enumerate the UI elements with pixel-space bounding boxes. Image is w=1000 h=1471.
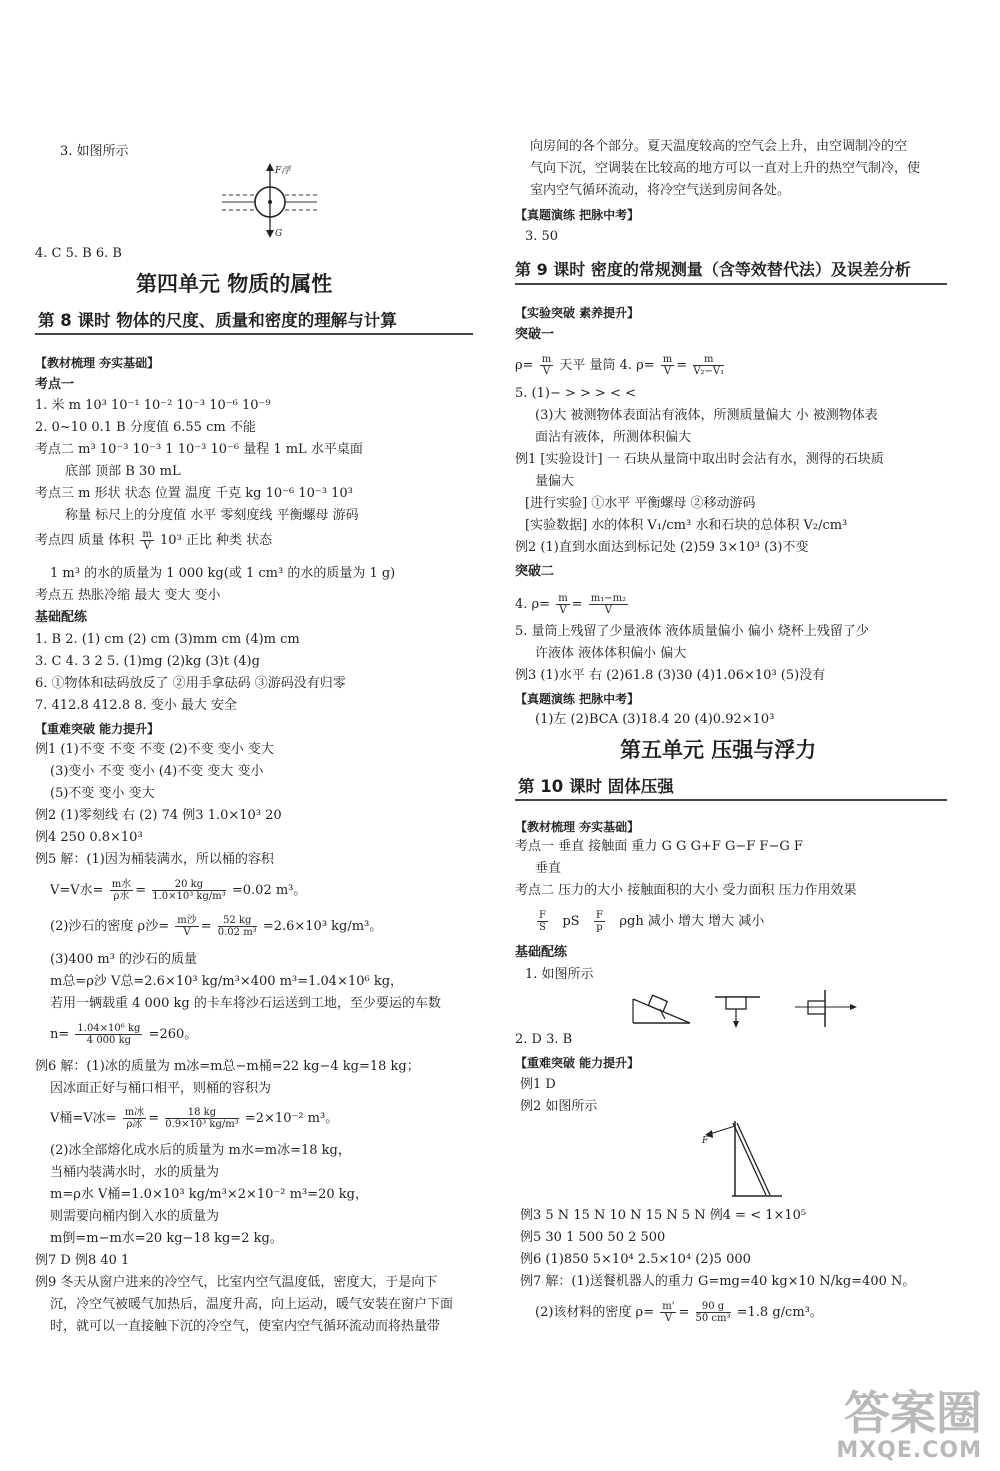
answer-line: 例6 解：(1)冰的质量为 m冰=m总−m桶=22 kg−4 kg=18 kg； (35, 1059, 420, 1074)
unit-title: 第四单元 物质的属性 (136, 272, 333, 296)
topic-label: 考点一 (35, 377, 75, 392)
answer-line: 例5 解：(1)因为桶装满水，所以桶的容积 (35, 852, 274, 867)
answer-line: 1. B 2. (1) cm (2) cm (3)mm cm (4)m cm (35, 632, 300, 647)
answer-line: 3. 50 (525, 229, 559, 244)
gravity-label: G (275, 229, 283, 239)
answer-line: 3. C 4. 3 2 5. (1)mg (2)kg (3)t (4)g (35, 654, 260, 669)
answer-line: 考点二 压力的大小 接触面积的大小 受力面积 压力作用效果 (515, 883, 857, 898)
answer-line: 若用一辆载重 4 000 kg 的卡车将沙石运送到工地，至少要运的车数 (50, 996, 441, 1011)
topic-label: 突破二 (515, 564, 555, 579)
answer-line: 4. C 5. B 6. B (35, 246, 122, 261)
answer-line: 例1 [实验设计] 一 石块从量筒中取出时会沾有水，测得的石块质 (515, 452, 884, 467)
pressure-figures (630, 985, 860, 1030)
section-header: 【重难突破 能力提升】 (35, 722, 160, 736)
topic-label: 基础配练 (515, 945, 568, 960)
answer-line: 室内空气循环流动，将冷空气送到房间各处。 (530, 183, 791, 198)
answer-line: 例3 (1)水平 右 (2)61.8 (3)30 (4)1.06×10³ (5)没有 (515, 668, 826, 683)
watermark-text: 答案圈 (844, 1386, 982, 1440)
answer-line: (3)400 m³ 的沙石的质量 (50, 952, 198, 967)
formula-line: $\frac{F}{S}$ pS $\frac{F}{p}$ ρgh 减小 增大 增大 减小 (539, 910, 765, 933)
formula-line: 4. ρ= $\frac{m}{V}$ = $\frac{\text{m₁−m₂}}{V}$ (515, 593, 627, 616)
answer-line: 考点三 m 形状 状态 位置 温度 千克 kg 10⁻⁶ 10⁻³ 10³ (35, 486, 353, 501)
force-label: F (702, 1136, 709, 1146)
answer-line: 当桶内装满水时，水的质量为 (50, 1165, 220, 1180)
divider (35, 333, 473, 335)
section-header: 【重难突破 能力提升】 (515, 1056, 640, 1070)
section-header: 【教材梳理 夯实基础】 (515, 820, 640, 834)
buoyancy-figure (222, 162, 322, 242)
answer-line: (1)左 (2)BCA (3)18.4 20 (4)0.92×10³ (535, 712, 775, 727)
section-header: 【真题演练 把脉中考】 (515, 692, 640, 706)
formula-line: (2)该材料的密度 ρ= $\frac{m'}{V}$ = $\frac{90 g}{\text{50 cm³}}$ =1.8 g/cm³。 (535, 1301, 823, 1324)
answer-line: (2)冰全部熔化成水后的质量为 m水=m冰=18 kg， (50, 1143, 351, 1158)
answer-line: 1 m³ 的水的质量为 1 000 kg(或 1 cm³ 的水的质量为 1 g) (50, 566, 396, 581)
wall-force-figure (700, 1118, 785, 1200)
answer-line: 5. (1)− > > > < < (515, 386, 636, 401)
answer-line: 气向下沉，空调装在比较高的地方可以一直对上升的热空气制冷，使 (530, 161, 921, 176)
answer-line: 7. 412.8 412.8 8. 变小 最大 安全 (35, 698, 238, 713)
topic-label: 突破一 (515, 327, 555, 342)
answer-line: 则需要向桶内倒入水的质量为 (50, 1209, 220, 1224)
answer-line: 例9 冬天从窗户进来的冷空气，比室内空气温度低，密度大，于是向下 (35, 1275, 438, 1290)
answer-line: 考点五 热胀冷缩 最大 变大 变小 (35, 588, 221, 603)
answer-line: (3)变小 不变 变小 (4)不变 变大 变小 (50, 764, 264, 779)
divider (515, 283, 947, 285)
answer-line: (3)大 被测物体表面沾有液体，所测质量偏大 小 被测物体表 (535, 408, 878, 423)
lesson-title: 第 9 课时 密度的常规测量（含等效替代法）及误差分析 (515, 260, 911, 279)
answer-text: 考点四 质量 体积 (35, 533, 135, 548)
answer-line: 5. 量筒上残留了少量液体 液体质量偏小 偏小 烧杯上残留了少 (515, 624, 869, 639)
answer-line: 例2 (1)直到水面达到标记处 (2)59 3×10³ (3)不变 (515, 540, 809, 555)
answer-line: 称量 标尺上的分度值 水平 零刻度线 平衡螺母 游码 (65, 508, 359, 523)
answer-line: 1. 米 m 10³ 10⁻¹ 10⁻² 10⁻³ 10⁻⁶ 10⁻⁹ (35, 398, 271, 413)
answer-line: 2. 0~10 0.1 B 分度值 6.55 cm 不能 (35, 420, 256, 435)
lesson-title: 第 8 课时 物体的尺度、质量和密度的理解与计算 (38, 311, 397, 330)
answer-line: 许液体 液体体积偏小 偏大 (535, 646, 687, 661)
answer-line: (5)不变 变小 变大 (50, 786, 155, 801)
answer-line: 量偏大 (535, 474, 575, 489)
formula-line: V=V水= $\frac{\text{m水}}{\text{ρ水}}$ = $\frac{20 kg}{\text{1.0×10³ kg/m³}}$ =0.02 m³。 (50, 879, 307, 902)
answer-line: 因冰面正好与桶口相平，则桶的容积为 (50, 1081, 272, 1096)
answer-line: 时，就可以一直接触下沉的冷空气，使室内空气循环流动而将热量带 (50, 1319, 441, 1334)
formula-line: n= $\frac{\text{1.04×10⁶ kg}}{4 000 kg}$ =260。 (50, 1023, 198, 1046)
answer-line: 考点二 m³ 10⁻³ 10⁻³ 1 10⁻³ 10⁻⁶ 量程 1 mL 水平桌面 (35, 442, 363, 457)
divider (515, 799, 947, 801)
answer-text: 10³ 正比 种类 状态 (160, 533, 273, 548)
formula-line: ρ= $\frac{m}{V}$ 天平 量筒 4. ρ= $\frac{m}{V}$ = $\frac{m}{\text{V₂−V₁}}$ (515, 354, 725, 377)
answer-line: 面沾有液体，所测体积偏大 (535, 430, 692, 445)
answer-line: 例1 D (520, 1077, 556, 1092)
answer-line: 考点一 垂直 接触面 重力 G G G+F G−F F−G F (515, 839, 803, 854)
answer-line: 1. 如图所示 (525, 967, 594, 982)
formula-line: (2)沙石的密度 ρ沙= $\frac{\text{m沙}}{V}$ = $\frac{52 kg}{\text{0.02 m³}}$ =2.6×10³ kg/m³。 (50, 915, 383, 938)
answer-line: 3. 如图所示 (60, 144, 129, 159)
answer-line: m=ρ水 V桶=1.0×10³ kg/m³×2×10⁻² m³=20 kg， (50, 1187, 368, 1202)
section-header: 【教材梳理 夯实基础】 (35, 356, 160, 370)
answer-line: 底部 顶部 B 30 mL (65, 464, 181, 479)
answer-line: [进行实验] ①水平 平衡螺母 ②移动游码 (525, 496, 756, 511)
watermark-url: MXQE.COM (836, 1438, 982, 1463)
answer-line: 例7 解：(1)送餐机器人的重力 G=mg=40 kg×10 N/kg=400 N。 (520, 1274, 916, 1289)
answer-line: 例4 250 0.8×10³ (35, 830, 143, 845)
answer-line: 沉，冷空气被暖气加热后，温度升高，向上运动，暖气安装在窗户下面 (50, 1297, 454, 1312)
lesson-title: 第 10 课时 固体压强 (518, 777, 674, 796)
answer-line (35, 529, 272, 552)
answer-line: 6. ①物体和砝码放反了 ②用手拿砝码 ③游码没有归零 (35, 676, 346, 691)
answer-line: 例1 (1)不变 不变 不变 (2)不变 变小 变大 (35, 742, 274, 757)
answer-line: 例5 30 1 500 50 2 500 (520, 1230, 666, 1245)
section-header: 【真题演练 把脉中考】 (515, 208, 640, 222)
unit-title: 第五单元 压强与浮力 (620, 738, 817, 762)
answer-line: 例3 5 N 15 N 10 N 15 N 5 N 例4 = < 1×10⁵ (520, 1208, 807, 1223)
answer-line: 2. D 3. B (515, 1032, 573, 1047)
answer-line: 向房间的各个部分。夏天温度较高的空气会上升，由空调制冷的空 (530, 139, 908, 154)
answer-line: m总=ρ沙 V总=2.6×10³ kg/m³×400 m³=1.04×10⁶ kg， (50, 974, 404, 989)
answer-line: m倒=m−m水=20 kg−18 kg=2 kg。 (50, 1231, 283, 1246)
topic-label: 基础配练 (35, 610, 88, 625)
answer-line: 例2 如图所示 (520, 1099, 598, 1114)
fraction: $\frac{m}{V}$ (142, 529, 152, 552)
watermark (836, 1388, 982, 1463)
answer-line: 垂直 (535, 861, 562, 876)
answer-line: 例6 (1)850 5×10⁴ 2.5×10⁴ (2)5 000 (520, 1252, 751, 1267)
answer-line: 例2 (1)零刻线 右 (2) 74 例3 1.0×10³ 20 (35, 808, 282, 823)
answer-line: [实验数据] 水的体积 V₁/cm³ 水和石块的总体积 V₂/cm³ (525, 518, 848, 533)
formula-line: V桶=V冰= $\frac{\text{m冰}}{\text{ρ冰}}$ = $\frac{18 kg}{\text{0.9×10³ kg/m³}}$ =2×10⁻² m³。 (50, 1107, 339, 1130)
section-header: 【实验突破 素养提升】 (515, 306, 640, 320)
answer-line: 例7 D 例8 40 1 (35, 1253, 130, 1268)
buoyancy-label: F浮 (275, 166, 291, 176)
